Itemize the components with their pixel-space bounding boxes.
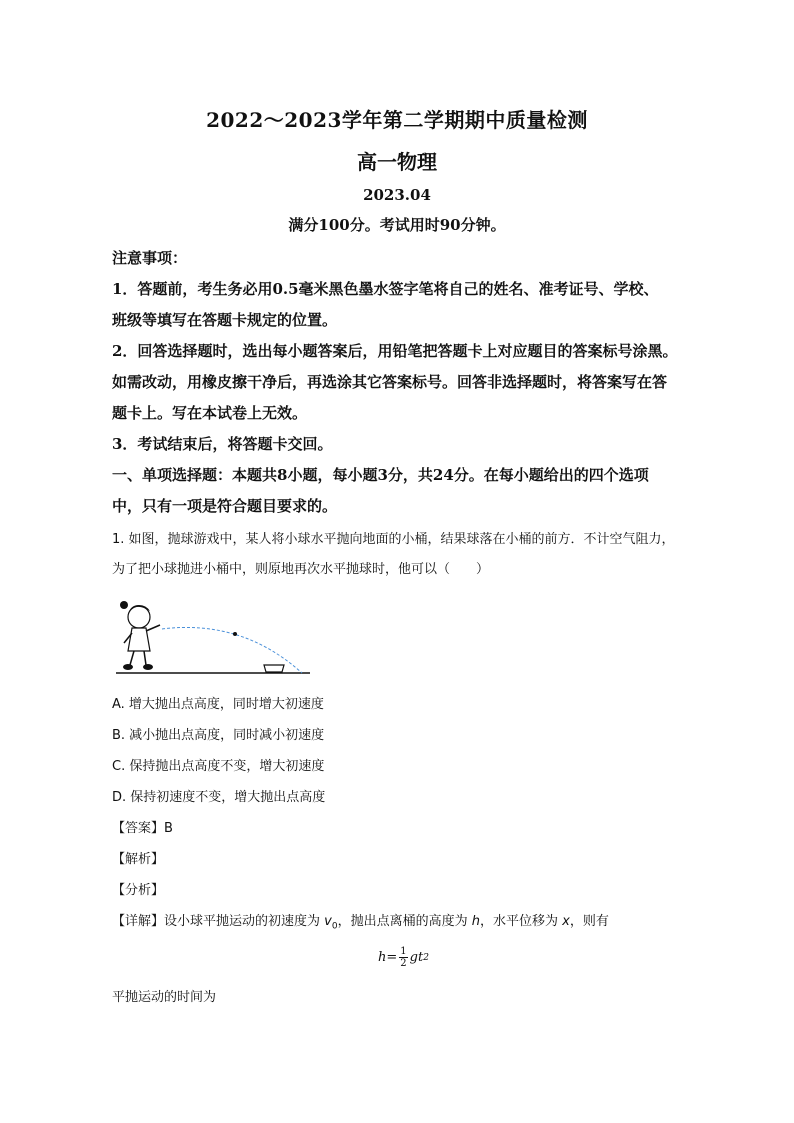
bucket xyxy=(264,665,284,672)
detail-line xyxy=(112,912,712,937)
section-1-line-1: 一、单项选择题：本题共8小题，每小题3分，共24分。在每小题给出的四个选项 xyxy=(112,466,649,484)
formula-denominator: 2 xyxy=(400,958,407,969)
exam-score-time: 满分100分。考试用时90分钟。 xyxy=(288,216,506,234)
question-1-stem-line-1: 1. 如图，抛球游戏中，某人将小球水平抛向地面的小桶，结果球落在小桶的前方．不计空气阻力， xyxy=(112,532,675,547)
symbol-v: v xyxy=(324,914,332,929)
girl-figure xyxy=(120,601,160,670)
notice-item-1-line-1: 1．答题前，考生务必用0.5毫米黑色墨水签字笔将自己的姓名、准考证号、学校、 xyxy=(112,280,659,298)
notice-item-2-line-3: 题卡上。写在本试卷上无效。 xyxy=(112,404,308,422)
throwing-ball-figure xyxy=(112,593,312,679)
detail-text-3: ，水平位移为 xyxy=(479,914,563,929)
symbol-v-sub: 0 xyxy=(331,921,338,932)
option-b: B. 减小抛出点高度，同时减小初速度 xyxy=(112,728,325,743)
fenxi-label: 【分析】 xyxy=(112,883,165,898)
exam-date: 2023.04 xyxy=(363,186,431,204)
next-line: 平抛运动的时间为 xyxy=(112,990,217,1005)
notice-heading: 注意事项： xyxy=(112,249,188,267)
detail-text-1: 设小球平抛运动的初速度为 xyxy=(164,914,325,929)
notice-item-3: 3．考试结束后，将答题卡交回。 xyxy=(112,435,333,453)
formula-fraction xyxy=(399,946,407,969)
answer-value: B xyxy=(164,821,173,836)
exam-subject: 高一物理 xyxy=(357,150,437,174)
ball xyxy=(233,632,237,636)
formula-lhs: h= xyxy=(378,950,398,965)
option-d: D. 保持初速度不变，增大抛出点高度 xyxy=(112,790,326,805)
detail-text-2: ，抛出点离桶的高度为 xyxy=(337,914,472,929)
section-1-line-2: 中，只有一项是符合题目要求的。 xyxy=(112,497,338,515)
answer-line xyxy=(112,819,712,839)
formula-h xyxy=(378,946,429,969)
option-c: C. 保持抛出点高度不变，增大初速度 xyxy=(112,759,325,774)
formula-gt: gt xyxy=(409,950,424,965)
detail-text-4: ，则有 xyxy=(569,914,609,929)
exam-title: 2022～2023学年第二学期期中质量检测 xyxy=(206,108,588,132)
answer-label: 【答案】 xyxy=(112,821,165,836)
notice-item-2-line-2: 如需改动，用橡皮擦干净后，再选涂其它答案标号。回答非选择题时，将答案写在答 xyxy=(112,373,668,391)
option-a: A. 增大抛出点高度，同时增大初速度 xyxy=(112,697,324,712)
formula-exponent: 2 xyxy=(423,952,429,963)
formula-numerator: 1 xyxy=(400,946,407,957)
analysis-label: 【解析】 xyxy=(112,852,165,867)
question-1-stem-line-2: 为了把小球抛进小桶中，则原地再次水平抛球时，他可以（ ） xyxy=(112,562,490,577)
notice-item-2-line-1: 2．回答选择题时，选出每小题答案后，用铅笔把答题卡上对应题目的答案标号涂黑。 xyxy=(112,342,678,360)
detail-label: 【详解】 xyxy=(112,914,165,929)
symbol-x: x xyxy=(562,914,570,929)
symbol-h: h xyxy=(471,914,480,929)
notice-item-1-line-2: 班级等填写在答题卡规定的位置。 xyxy=(112,311,338,329)
